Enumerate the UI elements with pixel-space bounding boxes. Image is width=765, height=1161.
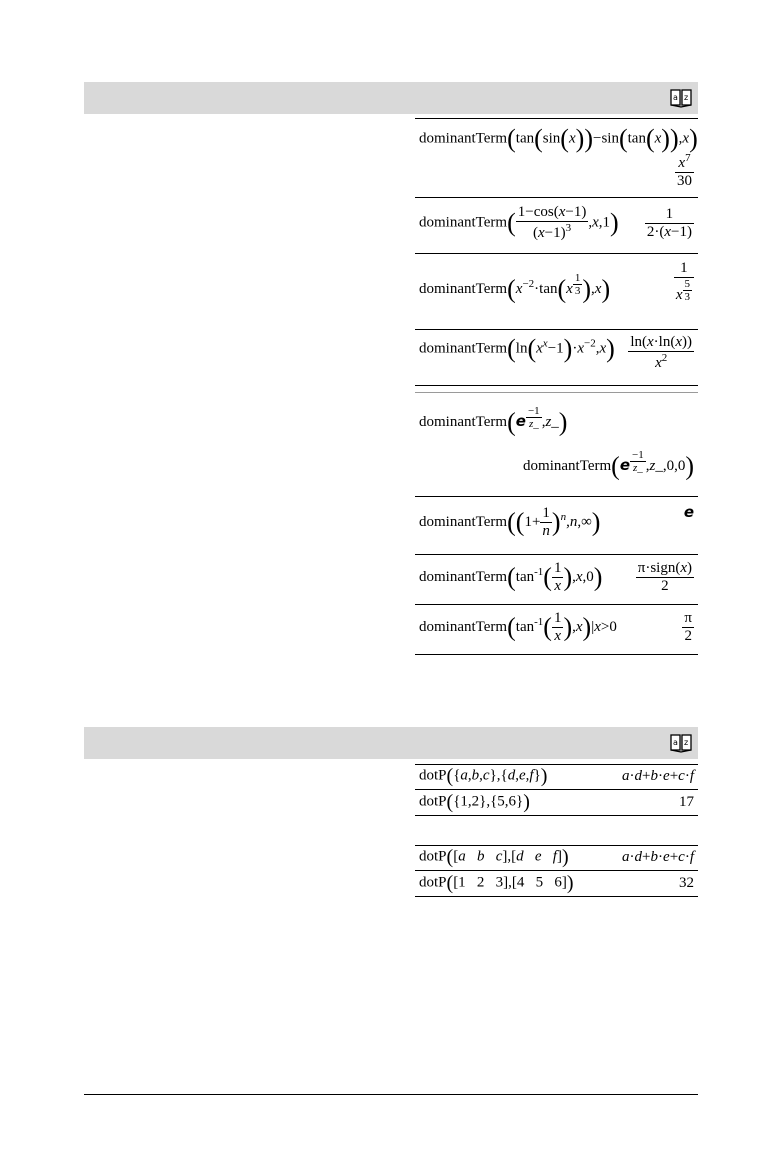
- example-row: [415, 845, 698, 871]
- example-expression: dominantTerm(e $^{\frac{-1}{z\_}}$ ,z_): [419, 405, 568, 437]
- example-result: 1 x $^{\frac{5}{3}}$: [674, 260, 694, 304]
- example-expression: dominantTerm((1+ $\frac{1}{n}$ )$^n$,n,∞): [419, 505, 601, 539]
- example-row: [415, 118, 698, 198]
- example-expression: dominantTerm( $\frac{1-\cos(x-1)}{(x-1)^3}$ ,x,1): [419, 204, 619, 241]
- example-result: dominantTerm(e $^{\frac{-1}{z\_}}$ ,z_,0,0): [523, 449, 694, 481]
- example-result: $\frac{1}{2\cdot(x-1)}$: [646, 206, 692, 240]
- example-expression: $dominantTerm(\ln(x^x-1)\cdot x^{-2},x)$: [419, 334, 615, 363]
- example-row: [415, 871, 698, 897]
- example-expression: $dominantTerm(x^{-2}\cdot\tan(x$ $^{\frac{1}{3}}$ ),x): [419, 272, 611, 304]
- example-row: [415, 764, 698, 790]
- example-result: a·d+b·e+c·f: [622, 849, 694, 865]
- example-row: [415, 330, 698, 386]
- example-expression: dotP([a b c],[d e f]): [419, 846, 569, 868]
- example-expression: dotP([1 2 3],[4 5 6]): [419, 872, 574, 894]
- example-expression: dotP({a,b,c},{d,e,f}): [419, 765, 548, 787]
- example-row: [415, 393, 698, 497]
- example-result: 17: [679, 794, 694, 810]
- example-expression: $dominantTerm(\tan^{-1}$( $\frac{1}{x}$ ),x,0): [419, 560, 603, 594]
- section-header-bar: [84, 82, 698, 114]
- example-row: [415, 254, 698, 330]
- svg-text:a: a: [673, 738, 678, 747]
- example-result: $\frac{\ln(x\cdot\ln(x))}{x^2}$: [630, 334, 692, 371]
- example-row: [415, 790, 698, 816]
- example-result: 32: [679, 875, 694, 891]
- example-result: a·d+b·e+c·f: [622, 768, 694, 784]
- section-header-bar: [84, 727, 698, 759]
- example-result: $\frac{\text{π·sign(x)}}{2}$: [637, 560, 692, 594]
- example-result: e: [683, 503, 694, 521]
- example-expression: dotP({1,2},{5,6}): [419, 791, 530, 813]
- example-result: $\frac{\pi}{2}$: [684, 610, 692, 644]
- example-expression: $dominantTerm(\tan^{-1}$( $\frac{1}{x}$ ),x)|x>0: [419, 610, 617, 644]
- catalog-book-icon: [670, 732, 692, 754]
- svg-text:z: z: [684, 738, 689, 747]
- footer-rule: [84, 1094, 698, 1095]
- svg-text:z: z: [684, 93, 689, 102]
- example-expression: dominantTerm(tan(sin(x))−sin(tan(x)),x): [419, 124, 698, 153]
- example-row: [415, 605, 698, 655]
- catalog-book-icon: [670, 87, 692, 109]
- svg-text:a: a: [673, 93, 678, 102]
- example-row: [415, 555, 698, 605]
- example-row: [415, 198, 698, 254]
- example-row: [415, 497, 698, 555]
- example-result: $\frac{x^7}{30}$: [677, 152, 692, 189]
